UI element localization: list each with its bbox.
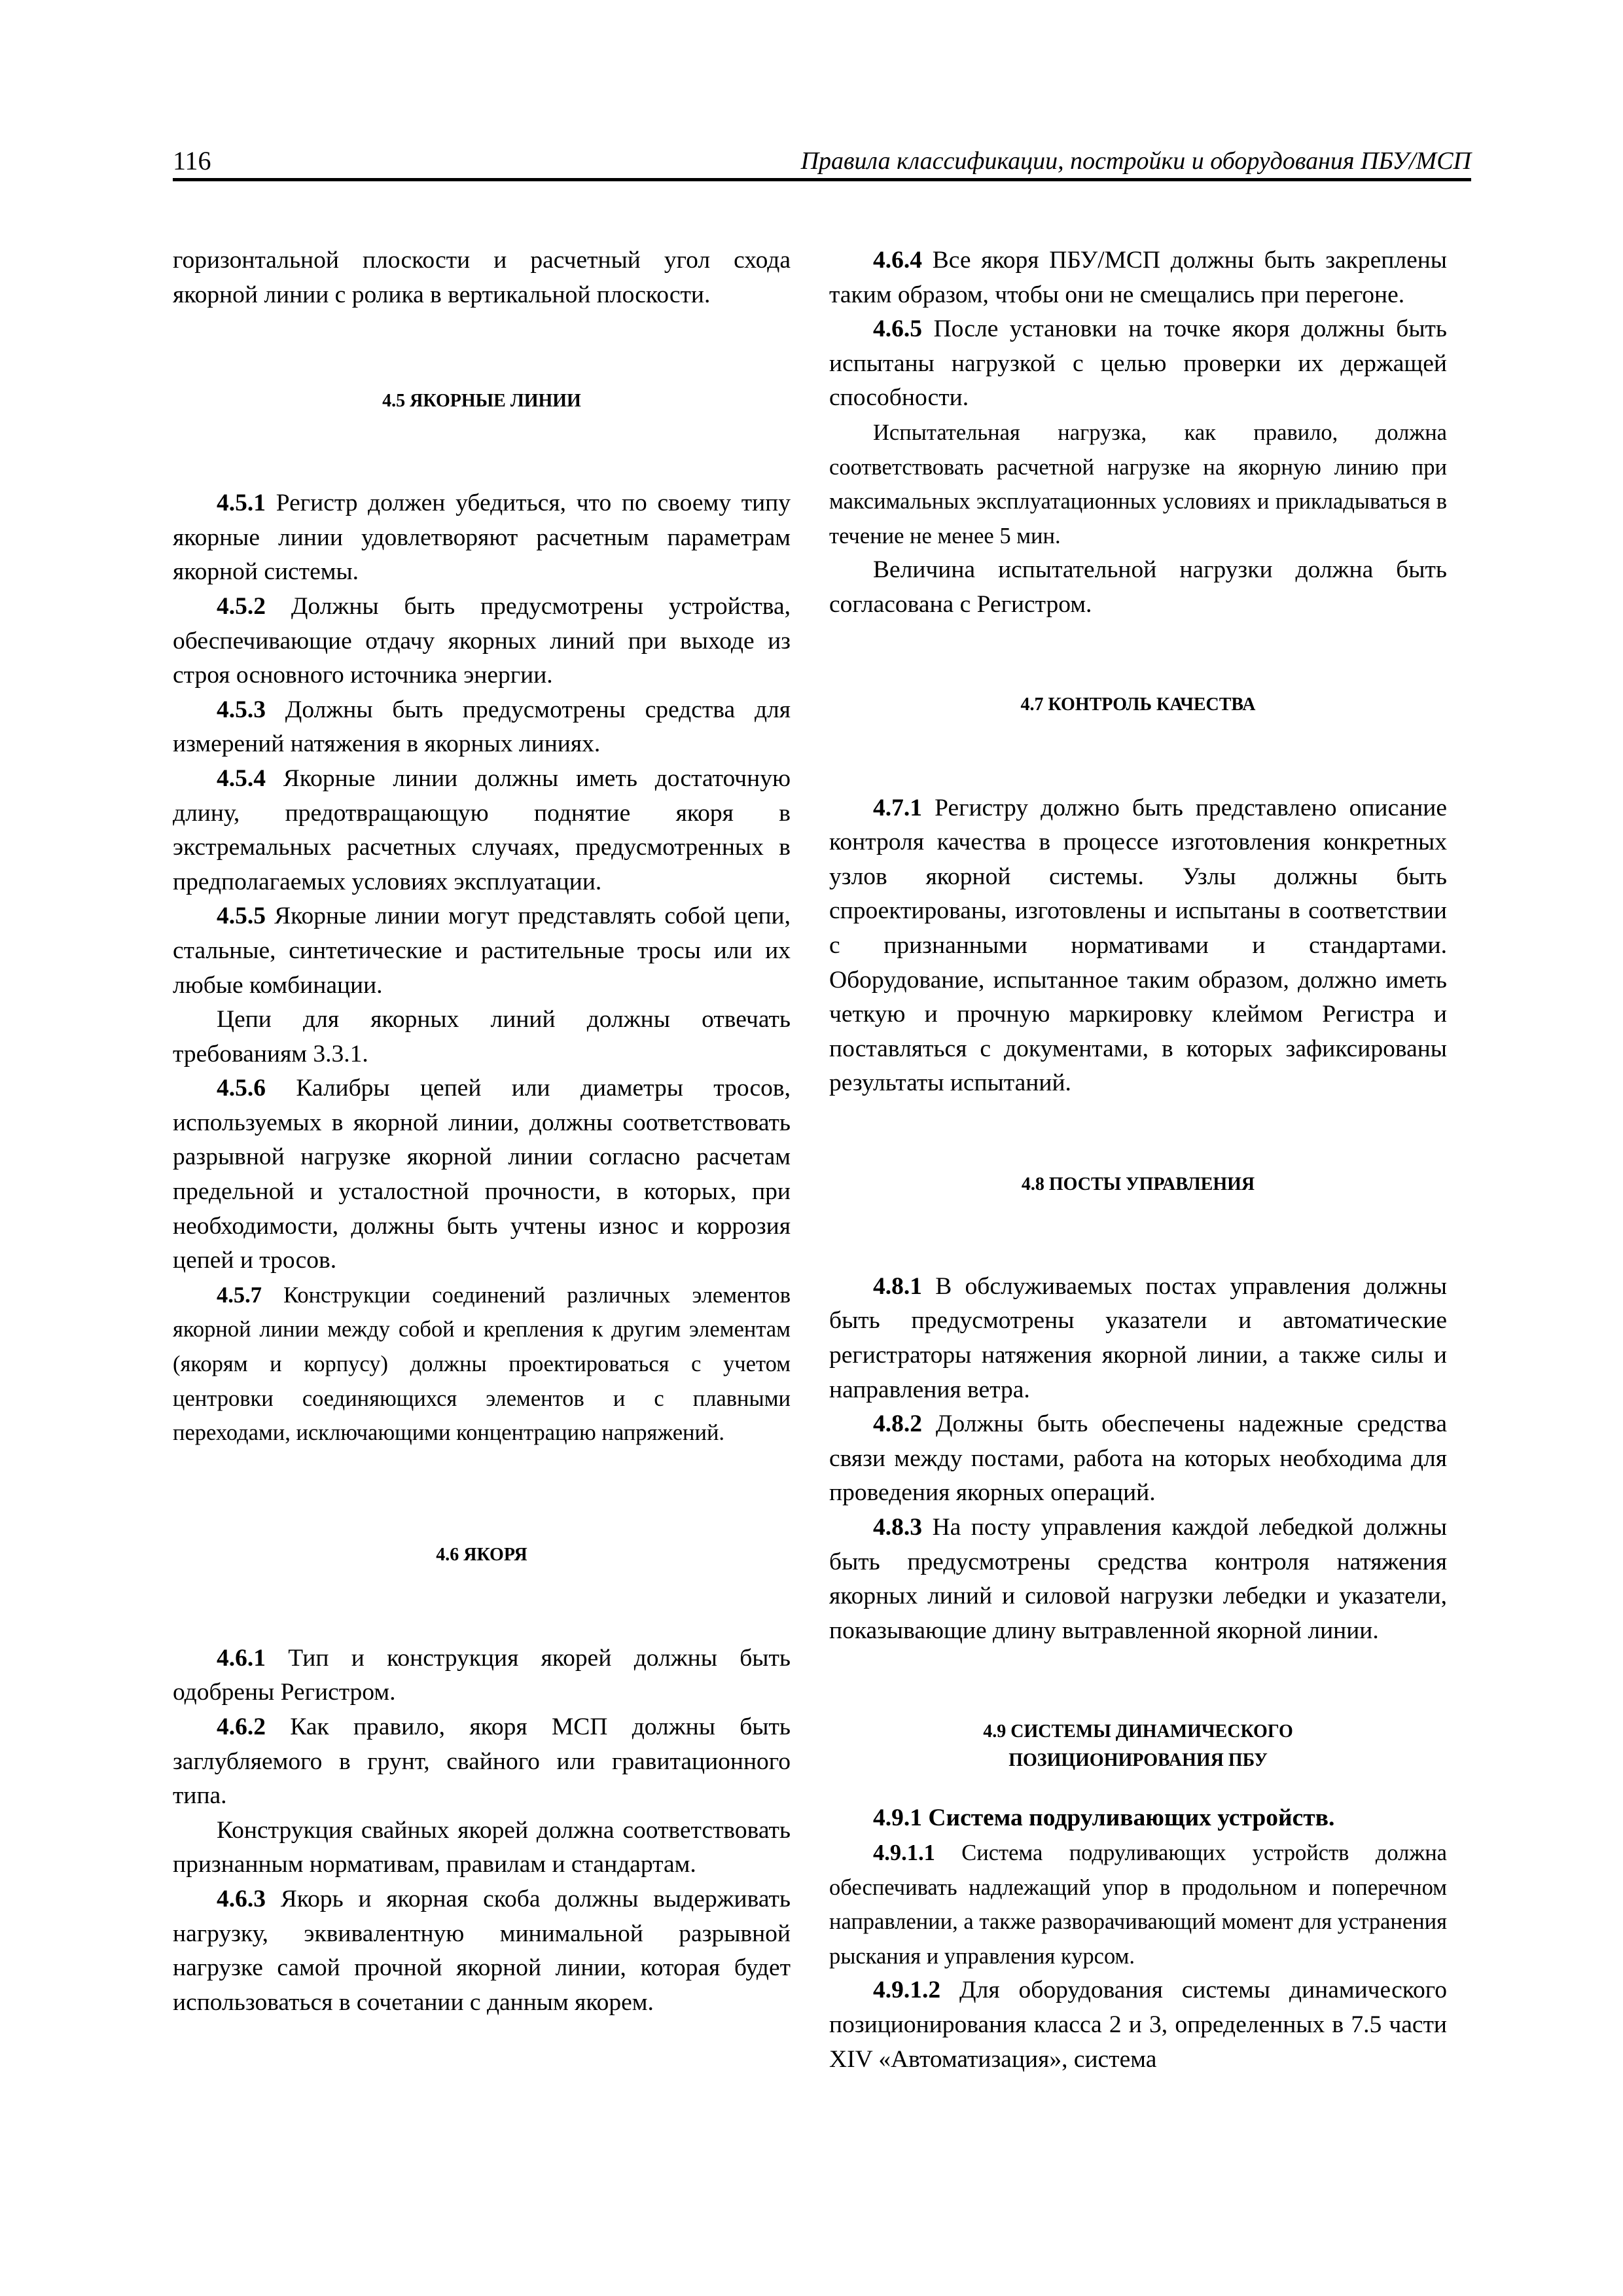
clause-text: Регистр должен убедиться, что по своему типу якорные линии удовлетворяют расчетным параметрам якорной системы. [173, 490, 791, 586]
paragraph-4-6-5-b: Испытательная нагрузка, как правило, должна соответствовать расчетной нагрузке на якорную линию при максимальных эксплуатационных условиях и прикладываться в течение не менее 5 мин. [829, 420, 1447, 548]
subsection-title-4-9-1: 4.9.1 Система подруливающих устройств. [873, 1804, 1335, 1832]
paragraph-4-9-1-2 [829, 1973, 1447, 2077]
paragraph-4-5-2 [173, 590, 791, 693]
clause-text: Должны быть предусмотрены средства для измерений натяжения в якорных линиях. [173, 696, 791, 758]
section-heading-4-6: 4.6 ЯКОРЯ [436, 1544, 527, 1565]
clause-text: Должны быть обеспечены надежные средства связи между постами, работа на которых необходима для проведения якорных операций. [829, 1410, 1447, 1507]
paragraph-4-7-1 [829, 791, 1447, 1101]
clause-number: 4.9.1.1 [873, 1840, 935, 1865]
clause-number: 4.5.3 [217, 696, 266, 723]
clause-text: Все якоря ПБУ/МСП должны быть закреплены таким образом, чтобы они не смещались при перегоне. [829, 247, 1447, 308]
clause-number: 4.6.5 [873, 315, 922, 343]
running-title: Правила классификации, постройки и оборудования ПБУ/МСП [800, 147, 1471, 175]
clause-number: 4.6.2 [217, 1713, 266, 1740]
clause-text: Система подруливающих устройств должна обеспечивать надлежащий упор в продольном и поперечном направлении, а также разворачивающий момент для устранения рыскания и управления курсом. [829, 1840, 1447, 1969]
clause-number: 4.6.1 [217, 1644, 266, 1672]
clause-text: Тип и конструкция якорей должны быть одобрены Регистром. [173, 1644, 791, 1706]
paragraph-4-8-2 [829, 1407, 1447, 1511]
clause-number: 4.5.5 [217, 903, 266, 930]
paragraph-4-6-2-b: Конструкция свайных якорей должна соответствовать признанным нормативам, правилам и стандартам. [173, 1816, 791, 1878]
clause-text: После установки на точке якоря должны быть испытаны нагрузкой с целью проверки их держащей способности. [829, 315, 1447, 412]
paragraph-4-8-3 [829, 1511, 1447, 1648]
section-heading-4-5: 4.5 ЯКОРНЫЕ ЛИНИИ [382, 391, 581, 412]
clause-number: 4.8.1 [873, 1272, 922, 1300]
page-header [173, 145, 1471, 177]
section-heading-4-9 [829, 1717, 1447, 1775]
clause-text: На посту управления каждой лебедкой должны быть предусмотрены средства контроля натяжения якорных линий и силовой нагрузки лебедки и указатели, показывающие длину вытравленной якорной линии. [829, 1514, 1447, 1644]
clause-text: Для оборудования системы динамического позиционирования класса 2 и 3, определенных в 7.5 части XIV «Автоматизация», система [829, 1977, 1447, 2073]
clause-number: 4.9.1.2 [873, 1977, 941, 2004]
clause-number: 4.5.2 [217, 592, 266, 620]
left-column [173, 243, 791, 2020]
paragraph-4-6-1 [173, 1641, 791, 1710]
right-column [829, 243, 1447, 2077]
clause-text: Якорь и якорная скоба должны выдерживать нагрузку, эквивалентную минимальной разрывной нагрузке самой прочной якорной линии, которая будет использоваться в сочетании с данным якорем. [173, 1885, 791, 2016]
clause-number: 4.6.4 [873, 247, 922, 274]
paragraph-4-5-6 [173, 1071, 791, 1278]
paragraph-4-5-5-b: Цепи для якорных линий должны отвечать требованиям 3.3.1. [173, 1006, 791, 1067]
paragraph-4-6-4 [829, 243, 1447, 312]
paragraph-4-5-5 [173, 899, 791, 1003]
clause-number: 4.5.6 [217, 1075, 266, 1102]
paragraph-4-8-1 [829, 1270, 1447, 1407]
paragraph-4-6-5 [829, 312, 1447, 416]
paragraph-4-5-3 [173, 693, 791, 762]
paragraph-4-5-4 [173, 762, 791, 899]
paragraph-4-5-1 [173, 486, 791, 590]
clause-number: 4.5.4 [217, 764, 266, 792]
clause-number: 4.5.1 [217, 490, 266, 517]
clause-text: Должны быть предусмотрены устройства, обеспечивающие отдачу якорных линий при выходе из строя основного источника энергии. [173, 592, 791, 689]
clause-text: Якорные линии должны иметь достаточную длину, предотвращающую поднятие якоря в экстремальных расчетных случаях, предусмотренных в предполагаемых условиях эксплуатации. [173, 764, 791, 895]
clause-text: Конструкции соединений различных элементов якорной линии между собой и крепления к другим элементам (якорям и корпусу) должны проектироваться с учетом центровки соединяющихся элементов и с плавными переходами, исключающими концентрацию напряжений. [173, 1282, 791, 1446]
clause-text: В обслуживаемых постах управления должны быть предусмотрены указатели и автоматические регистраторы натяжения якорной линии, а также силы и направления ветра. [829, 1272, 1447, 1403]
header-rule [173, 178, 1471, 181]
clause-number: 4.7.1 [873, 794, 922, 821]
clause-number: 4.8.2 [873, 1410, 922, 1438]
intro-paragraph: горизонтальной плоскости и расчетный угол схода якорной линии с ролика в вертикальной плоскости. [173, 247, 791, 308]
clause-number: 4.5.7 [217, 1282, 262, 1308]
clause-text: Как правило, якоря МСП должны быть заглубляемого в грунт, свайного или гравитационного типа. [173, 1713, 791, 1810]
section-heading-4-9-line2: ПОЗИЦИОНИРОВАНИЯ ПБУ [1008, 1750, 1268, 1771]
paragraph-4-6-5-c: Величина испытательной нагрузки должна быть согласована с Регистром. [829, 556, 1447, 618]
paragraph-4-6-3 [173, 1882, 791, 2020]
page-number: 116 [173, 146, 211, 175]
paragraph-4-5-7 [173, 1278, 791, 1450]
section-heading-4-8: 4.8 ПОСТЫ УПРАВЛЕНИЯ [1021, 1174, 1255, 1194]
clause-text: Регистру должно быть представлено описание контроля качества в процессе изготовления конкретных узлов якорной системы. Узлы должны быть спроектированы, изготовлены и испытаны в соответствии с признанными нормативами и стандартами. Оборудование, испытанное таким образом, должно иметь четкую и прочную маркировку клеймом Регистра и поставляться с документами, в которых зафиксированы результаты испытаний. [829, 794, 1447, 1097]
clause-text: Якорные линии могут представлять собой цепи, стальные, синтетические и растительные тросы или их любые комбинации. [173, 903, 791, 999]
paragraph-4-9-1-1 [829, 1836, 1447, 1973]
clause-text: Калибры цепей или диаметры тросов, используемых в якорной линии, должны соответствовать разрывной нагрузке якорной линии согласно расчетам предельной и усталостной прочности, в которых, при необходимости, должны быть учтены износ и коррозия цепей и тросов. [173, 1075, 791, 1274]
section-heading-4-9-line1: 4.9 СИСТЕМЫ ДИНАМИЧЕСКОГО [983, 1721, 1293, 1742]
clause-number: 4.8.3 [873, 1514, 922, 1541]
paragraph-4-6-2 [173, 1710, 791, 1814]
section-heading-4-7: 4.7 КОНТРОЛЬ КАЧЕСТВА [1020, 694, 1256, 715]
clause-number: 4.6.3 [217, 1885, 266, 1912]
